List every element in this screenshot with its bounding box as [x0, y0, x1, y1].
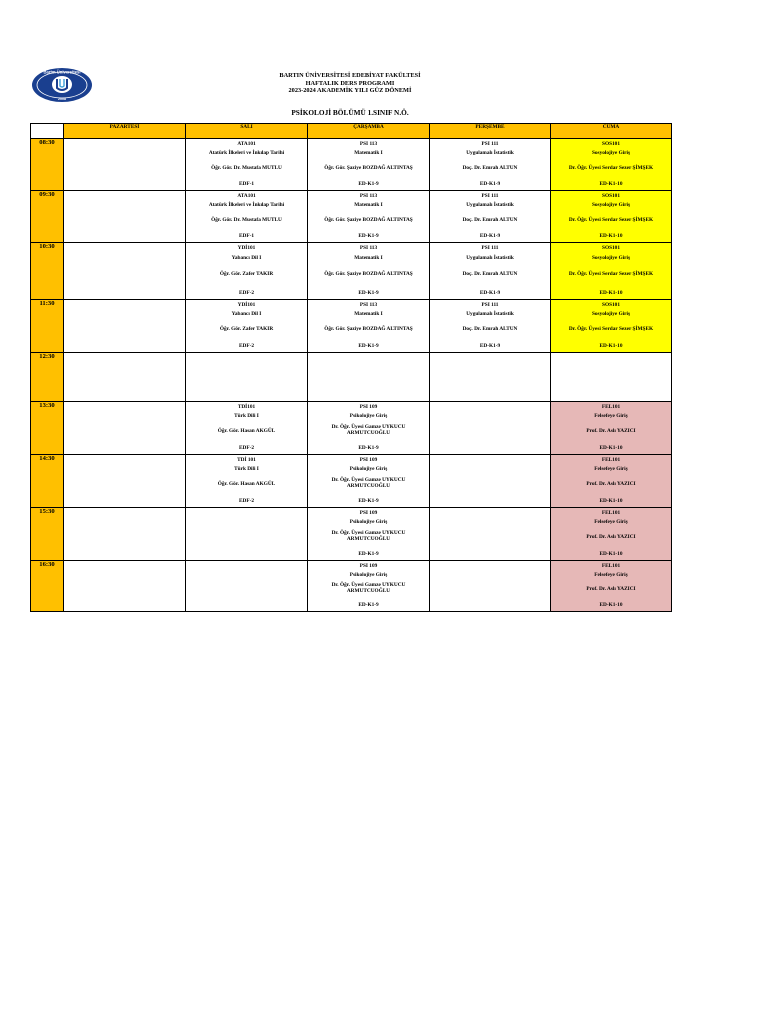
- header-corner: [31, 124, 64, 139]
- empty-cell: [64, 402, 186, 455]
- course-room: ED-K1-9: [358, 602, 379, 608]
- svg-text:2008: 2008: [58, 97, 66, 101]
- course-cell: [430, 300, 551, 353]
- course-room: EDF-2: [238, 343, 254, 349]
- course-cell: [308, 561, 430, 612]
- course-cell: [186, 139, 308, 191]
- course-instructor: Dr. Öğr. Üyesi Gamze UYKUCU ARMUTCUOĞLU: [331, 424, 406, 436]
- course-code: TDİ 101: [237, 457, 256, 463]
- time-slot: 08:30: [31, 139, 64, 191]
- course-room: ED-K1-9: [358, 445, 379, 451]
- course-name: Yabancı Dil I: [231, 255, 262, 261]
- day-header: PERŞEMBE: [430, 124, 551, 139]
- schedule-row: [31, 353, 672, 402]
- day-header: ÇARŞAMBA: [308, 124, 430, 139]
- course-cell: [186, 455, 308, 508]
- course-cell: [186, 191, 308, 243]
- course-instructor: Öğr. Gör. Hasan AKGÜL: [217, 428, 276, 434]
- course-code: PSI 109: [359, 404, 378, 410]
- course-name: Uygulamalı İstatistik: [466, 202, 514, 208]
- schedule-row: [31, 191, 672, 243]
- course-room: ED-K1-10: [599, 445, 623, 451]
- course-instructor: Dr. Öğr. Üyesi Gamze UYKUCU ARMUTCUOĞLU: [331, 477, 406, 489]
- empty-cell: [186, 508, 308, 561]
- course-name: Matematik I: [354, 150, 383, 156]
- time-slot: 15:30: [31, 508, 64, 561]
- empty-cell: [430, 508, 551, 561]
- schedule-row: [31, 508, 672, 561]
- course-cell: [308, 191, 430, 243]
- empty-cell: [186, 561, 308, 612]
- course-name: Uygulamalı İstatistik: [466, 311, 514, 317]
- course-name: Matematik I: [354, 202, 383, 208]
- university-logo: [31, 67, 93, 103]
- course-cell: [308, 300, 430, 353]
- time-slot: 12:30: [31, 353, 64, 402]
- course-code: YDİ101: [237, 245, 256, 251]
- course-name: Sosyolojiye Giriş: [591, 311, 631, 317]
- header-university: BARTIN ÜNİVERSİTESİ EDEBİYAT FAKÜLTESİ: [279, 72, 421, 79]
- course-code: PSI 113: [359, 245, 378, 251]
- course-instructor: Prof. Dr. Aslı YAZICI: [586, 481, 636, 487]
- course-room: ED-K1-10: [599, 602, 623, 608]
- course-cell: [551, 455, 672, 508]
- course-cell: [308, 455, 430, 508]
- course-code: FEL101: [601, 510, 621, 516]
- empty-cell: [186, 353, 308, 402]
- course-cell: [186, 243, 308, 300]
- course-instructor: Prof. Dr. Aslı YAZICI: [586, 428, 636, 434]
- department-title: PSİKOLOJİ BÖLÜMÜ 1.SINIF N.Ö.: [291, 108, 409, 117]
- header-row: [31, 124, 672, 139]
- course-code: FEL101: [601, 457, 621, 463]
- empty-cell: [64, 353, 186, 402]
- course-cell: [551, 243, 672, 300]
- course-name: Uygulamalı İstatistik: [466, 255, 514, 261]
- course-instructor: Öğr. Gör. Hasan AKGÜL: [217, 481, 276, 487]
- empty-cell: [64, 243, 186, 300]
- course-room: ED-K1-9: [358, 181, 379, 187]
- course-room: ED-K1-9: [358, 551, 379, 557]
- course-cell: [551, 402, 672, 455]
- course-code: SOS101: [602, 302, 620, 308]
- course-name: Felsefeye Giriş: [594, 519, 628, 525]
- day-header: SALI: [186, 124, 308, 139]
- course-name: Psikolojiye Giriş: [349, 519, 388, 525]
- course-room: ED-K1-9: [479, 343, 501, 349]
- empty-cell: [64, 508, 186, 561]
- course-name: Türk Dili I: [234, 466, 259, 472]
- course-code: ATA101: [237, 141, 256, 147]
- course-instructor: Doç. Dr. Emrah ALTUN: [462, 217, 518, 223]
- schedule-row: [31, 243, 672, 300]
- empty-cell: [430, 561, 551, 612]
- course-name: Matematik I: [354, 311, 383, 317]
- course-room: ED-K1-9: [358, 498, 379, 504]
- course-room: ED-K1-9: [358, 233, 379, 239]
- course-code: YDİ101: [237, 302, 256, 308]
- time-slot: 16:30: [31, 561, 64, 612]
- course-cell: [551, 561, 672, 612]
- course-room: ED-K1-10: [599, 181, 623, 187]
- course-room: ED-K1-9: [479, 233, 501, 239]
- course-code: SOS101: [602, 141, 620, 147]
- svg-text:Bartın Üniversitesi: Bartın Üniversitesi: [43, 69, 81, 75]
- empty-cell: [64, 455, 186, 508]
- course-room: ED-K1-10: [599, 233, 623, 239]
- empty-cell: [430, 402, 551, 455]
- day-header: CUMA: [551, 124, 672, 139]
- empty-cell: [430, 353, 551, 402]
- course-code: PSI 109: [359, 563, 378, 569]
- empty-cell: [64, 139, 186, 191]
- course-code: PSI 111: [481, 141, 499, 147]
- course-cell: [551, 508, 672, 561]
- course-room: ED-K1-10: [599, 498, 623, 504]
- document-header: [200, 72, 500, 95]
- course-name: Felsefeye Giriş: [594, 572, 628, 578]
- course-code: PSI 111: [481, 302, 499, 308]
- header-program: HAFTALIK DERS PROGRAMI: [305, 79, 395, 87]
- course-code: TDİ101: [237, 404, 256, 410]
- course-instructor: Prof. Dr. Aslı YAZICI: [586, 586, 636, 592]
- empty-cell: [430, 455, 551, 508]
- time-slot: 14:30: [31, 455, 64, 508]
- course-cell: [551, 300, 672, 353]
- course-room: EDF-1: [238, 181, 254, 187]
- course-room: ED-K1-9: [479, 290, 501, 296]
- schedule-row: [31, 139, 672, 191]
- time-slot: 09:30: [31, 191, 64, 243]
- course-name: Felsefeye Giriş: [594, 413, 628, 419]
- empty-cell: [308, 353, 430, 402]
- empty-cell: [64, 191, 186, 243]
- course-instructor: Öğr. Gör. Zafer TAKIR: [219, 271, 274, 277]
- course-instructor: Öğr. Gör. Dr. Mustafa MUTLU: [211, 165, 282, 171]
- course-name: Türk Dili I: [234, 413, 259, 419]
- time-slot: 10:30: [31, 243, 64, 300]
- course-name: Sosyolojiye Giriş: [591, 150, 631, 156]
- course-name: Psikolojiye Giriş: [349, 413, 388, 419]
- course-code: PSI 113: [359, 193, 378, 199]
- empty-cell: [64, 561, 186, 612]
- course-code: PSI 111: [481, 193, 499, 199]
- course-instructor: Öğr. Gör. Dr. Mustafa MUTLU: [211, 217, 282, 223]
- course-name: Atatürk İlkeleri ve İnkılap Tarihi: [208, 150, 285, 156]
- course-cell: [308, 243, 430, 300]
- course-instructor: Dr. Öğr. Üyesi Serdar Sezer ŞİMŞEK: [568, 217, 654, 223]
- course-code: PSI 113: [359, 302, 378, 308]
- course-name: Yabancı Dil I: [231, 311, 262, 317]
- course-instructor: Dr. Öğr. Üyesi Serdar Sezer ŞİMŞEK: [568, 165, 654, 171]
- schedule-row: [31, 561, 672, 612]
- course-cell: [308, 508, 430, 561]
- course-cell: [430, 139, 551, 191]
- schedule-table: [30, 123, 672, 612]
- time-slot: 13:30: [31, 402, 64, 455]
- course-instructor: Dr. Öğr. Üyesi Gamze UYKUCU ARMUTCUOĞLU: [331, 530, 406, 542]
- course-cell: [186, 300, 308, 353]
- header-term: 2023-2024 AKADEMİK YILI GÜZ DÖNEMİ: [288, 87, 412, 95]
- course-code: FEL101: [601, 404, 621, 410]
- course-cell: [186, 402, 308, 455]
- course-code: FEL101: [601, 563, 621, 569]
- course-code: ATA101: [237, 193, 256, 199]
- course-instructor: Öğr. Gör. Şaziye BOZDAĞ ALTINTAŞ: [324, 165, 413, 171]
- course-name: Atatürk İlkeleri ve İnkılap Tarihi: [208, 202, 285, 208]
- course-name: Sosyolojiye Giriş: [591, 202, 631, 208]
- course-room: ED-K1-9: [358, 290, 379, 296]
- course-cell: [430, 191, 551, 243]
- course-instructor: Öğr. Gör. Şaziye BOZDAĞ ALTINTAŞ: [324, 271, 413, 277]
- schedule-row: [31, 300, 672, 353]
- course-room: EDF-1: [238, 233, 254, 239]
- course-code: PSI 109: [359, 457, 378, 463]
- course-instructor: Doç. Dr. Emrah ALTUN: [462, 326, 518, 332]
- course-instructor: Dr. Öğr. Üyesi Gamze UYKUCU ARMUTCUOĞLU: [331, 582, 406, 594]
- course-room: ED-K1-10: [599, 551, 623, 557]
- course-instructor: Öğr. Gör. Zafer TAKIR: [219, 326, 274, 332]
- course-instructor: Doç. Dr. Emrah ALTUN: [462, 165, 518, 171]
- empty-cell: [64, 300, 186, 353]
- schedule-row: [31, 455, 672, 508]
- course-name: Uygulamalı İstatistik: [466, 150, 514, 156]
- course-room: ED-K1-10: [599, 290, 623, 296]
- course-instructor: Öğr. Gör. Şaziye BOZDAĞ ALTINTAŞ: [324, 326, 413, 332]
- course-name: Psikolojiye Giriş: [349, 572, 388, 578]
- course-code: SOS101: [602, 245, 620, 251]
- course-cell: [551, 139, 672, 191]
- course-instructor: Doç. Dr. Emrah ALTUN: [462, 271, 518, 277]
- course-room: ED-K1-10: [599, 343, 623, 349]
- course-room: EDF-2: [238, 445, 254, 451]
- course-cell: [308, 402, 430, 455]
- course-instructor: Dr. Öğr. Üyesi Serdar Sezer ŞİMŞEK: [568, 326, 654, 332]
- course-name: Felsefeye Giriş: [594, 466, 628, 472]
- course-code: PSI 111: [481, 245, 499, 251]
- course-name: Psikolojiye Giriş: [349, 466, 388, 472]
- schedule-row: [31, 402, 672, 455]
- course-cell: [430, 243, 551, 300]
- course-code: SOS101: [602, 193, 620, 199]
- course-name: Matematik I: [354, 255, 383, 261]
- day-header: PAZARTESİ: [64, 124, 186, 139]
- course-code: PSI 109: [359, 510, 378, 516]
- course-room: ED-K1-9: [479, 181, 501, 187]
- course-instructor: Dr. Öğr. Üyesi Serdar Sezer ŞİMŞEK: [568, 271, 654, 277]
- course-cell: [551, 191, 672, 243]
- course-room: EDF-2: [238, 290, 254, 296]
- course-code: PSI 113: [359, 141, 378, 147]
- empty-cell: [551, 353, 672, 402]
- time-slot: 11:30: [31, 300, 64, 353]
- course-name: Sosyolojiye Giriş: [591, 255, 631, 261]
- course-room: EDF-2: [238, 498, 254, 504]
- course-cell: [308, 139, 430, 191]
- course-instructor: Öğr. Gör. Şaziye BOZDAĞ ALTINTAŞ: [324, 217, 413, 223]
- course-room: ED-K1-9: [358, 343, 379, 349]
- course-instructor: Prof. Dr. Aslı YAZICI: [586, 534, 636, 540]
